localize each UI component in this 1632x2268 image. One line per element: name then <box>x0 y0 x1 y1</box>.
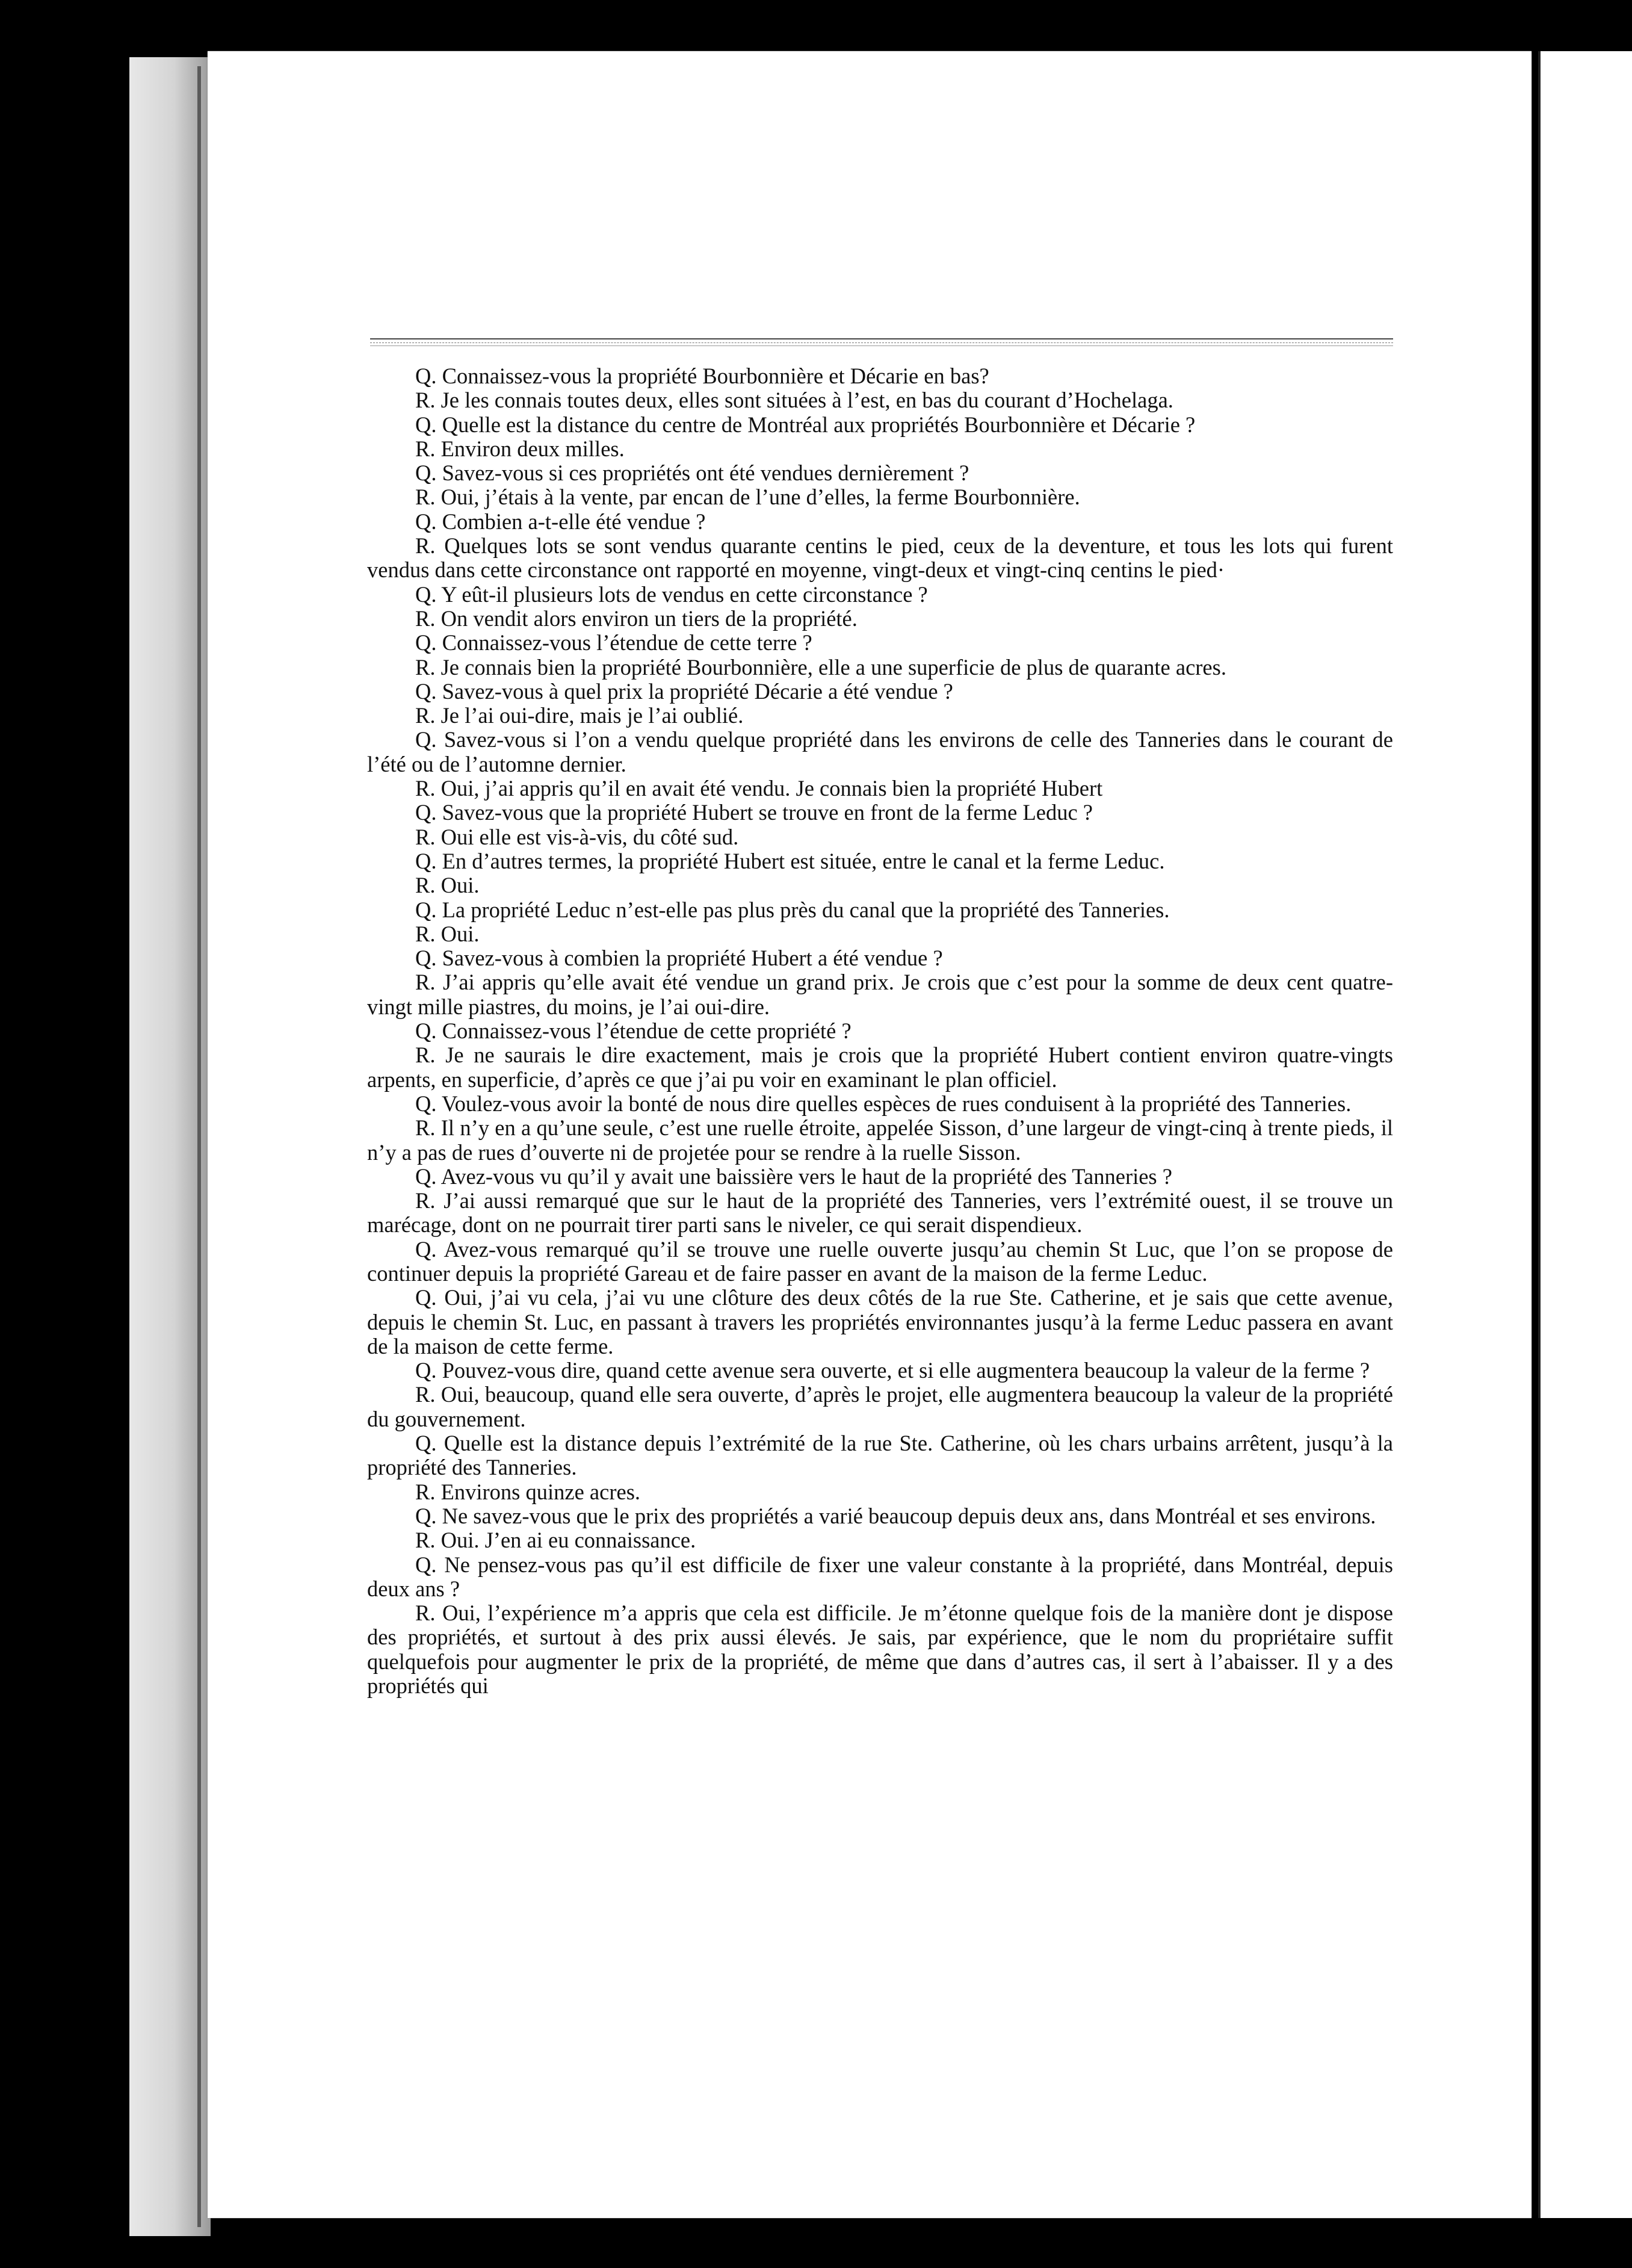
paragraph: R. Oui. <box>415 921 480 946</box>
paragraph: Q. Avez-vous vu qu’il y avait une baissière vers le haut de la propriété des Tanneries ? <box>415 1163 1172 1189</box>
paragraph: R. Je ne saurais le dire exactement, mais je crois que la propriété Hubert contient environ quatre-vingts arpents, en superficie, d’après ce que j’ai pu voir en examinant le plan officiel. <box>367 1043 1393 1092</box>
document-page <box>208 51 1532 2218</box>
paragraph: R. On vendit alors environ un tiers de la propriété. <box>415 606 858 631</box>
paragraph: R. Oui, beaucoup, quand elle sera ouverte, d’après le projet, elle augmentera beaucoup la valeur de la propriété du gouvernement. <box>367 1382 1393 1431</box>
paragraph: Q. Voulez-vous avoir la bonté de nous dire quelles espèces de rues conduisent à la propriété des Tanneries. <box>415 1091 1352 1116</box>
paragraph: Q. Connaissez-vous l’étendue de cette propriété ? <box>415 1018 852 1044</box>
paragraph: Q. Oui, j’ai vu cela, j’ai vu une clôture des deux côtés de la rue Ste. Catherine, et je sais que cette avenue, depuis le chemin St. Luc, en passant à travers les propriétés environnantes jusqu’à la ferme Leduc passera en avant de la maison de cette ferme. <box>367 1285 1393 1359</box>
paragraph: Q. Avez-vous remarqué qu’il se trouve une ruelle ouverte jusqu’au chemin St Luc, que l’on se propose de continuer depuis la propriété Gareau et de faire passer en avant de la maison de la ferme Leduc. <box>367 1236 1393 1286</box>
paragraph: R. Oui. <box>415 873 480 898</box>
paragraph: Q. Connaissez-vous la propriété Bourbonnière et Décarie en bas? <box>415 364 989 388</box>
paragraph: Q. Savez-vous à combien la propriété Hubert a été vendue ? <box>415 946 943 971</box>
paragraph: R. J’ai aussi remarqué que sur le haut de la propriété des Tanneries, vers l’extrémité ouest, il se trouve un marécage, dont on ne pourrait tirer parti sans le niveler, ce qui serait dispendieux. <box>367 1188 1393 1238</box>
paragraph: Q. La propriété Leduc n’est-elle pas plus près du canal que la propriété des Tanneries. <box>415 897 1170 922</box>
paragraph: R. Environ deux milles. <box>415 436 625 461</box>
paragraph: Q. Savez-vous à quel prix la propriété Décarie a été vendue ? <box>415 678 953 704</box>
header-rule-dashed <box>370 342 1393 343</box>
paragraph: R. Je connais bien la propriété Bourbonnière, elle a une superficie de plus de quarante acres. <box>415 654 1226 680</box>
binding-shadow <box>197 66 201 2227</box>
paragraph: R. Environs quinze acres. <box>415 1479 641 1504</box>
paragraph: R. Oui, l’expérience m’a appris que cela est difficile. Je m’étonne quelque fois de la manière dont je dispose des propriétés, et surtout à des prix aussi élevés. Je sais, par expérience, que le nom du propriétaire suffit quelquefois pour augmenter le prix de la propriété, de même que dans d’autres cas, il sert à l’abaisser. Il y a des propriétés qui <box>367 1600 1393 1699</box>
paragraph: R. Il n’y en a qu’une seule, c’est une ruelle étroite, appelée Sisson, d’une largeur de vingt-cinq à trente pieds, il n’y a pas de rues d’ouverte ni de projetée pour se rendre à la ruelle Sisson. <box>367 1115 1393 1165</box>
paragraph: Q. Combien a-t-elle été vendue ? <box>415 509 706 534</box>
paragraph: R. J’ai appris qu’elle avait été vendue un grand prix. Je crois que c’est pour la somme de deux cent quatre-vingt mille piastres, du moins, je l’ai oui-dire. <box>367 970 1393 1019</box>
paragraph: Q. Pouvez-vous dire, quand cette avenue sera ouverte, et si elle augmentera beaucoup la valeur de la ferme ? <box>415 1358 1370 1383</box>
paragraph: R. Oui elle est vis-à-vis, du côté sud. <box>415 824 739 849</box>
paragraph: R. Oui, j’étais à la vente, par encan de l’une d’elles, la ferme Bourbonnière. <box>415 485 1080 510</box>
paragraph: R. Je l’ai oui-dire, mais je l’ai oublié. <box>415 703 744 728</box>
paragraph: Q. Ne savez-vous que le prix des propriétés a varié beaucoup depuis deux ans, dans Montréal et ses environs. <box>415 1503 1376 1528</box>
testimony-text <box>367 364 1393 1698</box>
paragraph: R. Oui. J’en ai eu connaissance. <box>415 1528 696 1553</box>
paragraph: Q. Savez-vous que la propriété Hubert se trouve en front de la ferme Leduc ? <box>415 800 1093 825</box>
paragraph: R. Quelques lots se sont vendus quarante centins le pied, ceux de la deventure, et tous les lots qui furent vendus dans cette circonstance ont rapporté en moyenne, vingt-deux et vingt-cinq centins le pied· <box>367 533 1393 583</box>
paragraph: Q. En d’autres termes, la propriété Hubert est située, entre le canal et la ferme Leduc. <box>415 848 1165 873</box>
paragraph: R. Oui, j’ai appris qu’il en avait été vendu. Je connais bien la propriété Hubert <box>415 776 1103 801</box>
next-leaf-edge <box>1538 51 1632 2218</box>
paragraph: Q. Connaissez-vous l’étendue de cette terre ? <box>415 630 812 655</box>
paragraph: Q. Quelle est la distance depuis l’extrémité de la rue Ste. Catherine, où les chars urbains arrêtent, jusqu’à la propriété des Tanneries. <box>367 1431 1393 1480</box>
paragraph: Q. Savez-vous si l’on a vendu quelque propriété dans les environs de celle des Tanneries dans le courant de l’été ou de l’automne dernier. <box>367 727 1393 776</box>
paragraph: Q. Ne pensez-vous pas qu’il est difficile de fixer une valeur constante à la propriété, dans Montréal, depuis deux ans ? <box>367 1552 1393 1601</box>
paragraph: Q. Savez-vous si ces propriétés ont été vendues dernièrement ? <box>415 460 969 486</box>
paragraph: R. Je les connais toutes deux, elles sont situées à l’est, en bas du courant d’Hochelaga. <box>415 388 1173 413</box>
paragraph: Q. Quelle est la distance du centre de Montréal aux propriétés Bourbonnière et Décarie ? <box>415 412 1196 437</box>
paragraph: Q. Y eût-il plusieurs lots de vendus en cette circonstance ? <box>415 581 928 607</box>
header-rule-thin <box>370 345 1393 346</box>
header-rule <box>370 338 1393 339</box>
